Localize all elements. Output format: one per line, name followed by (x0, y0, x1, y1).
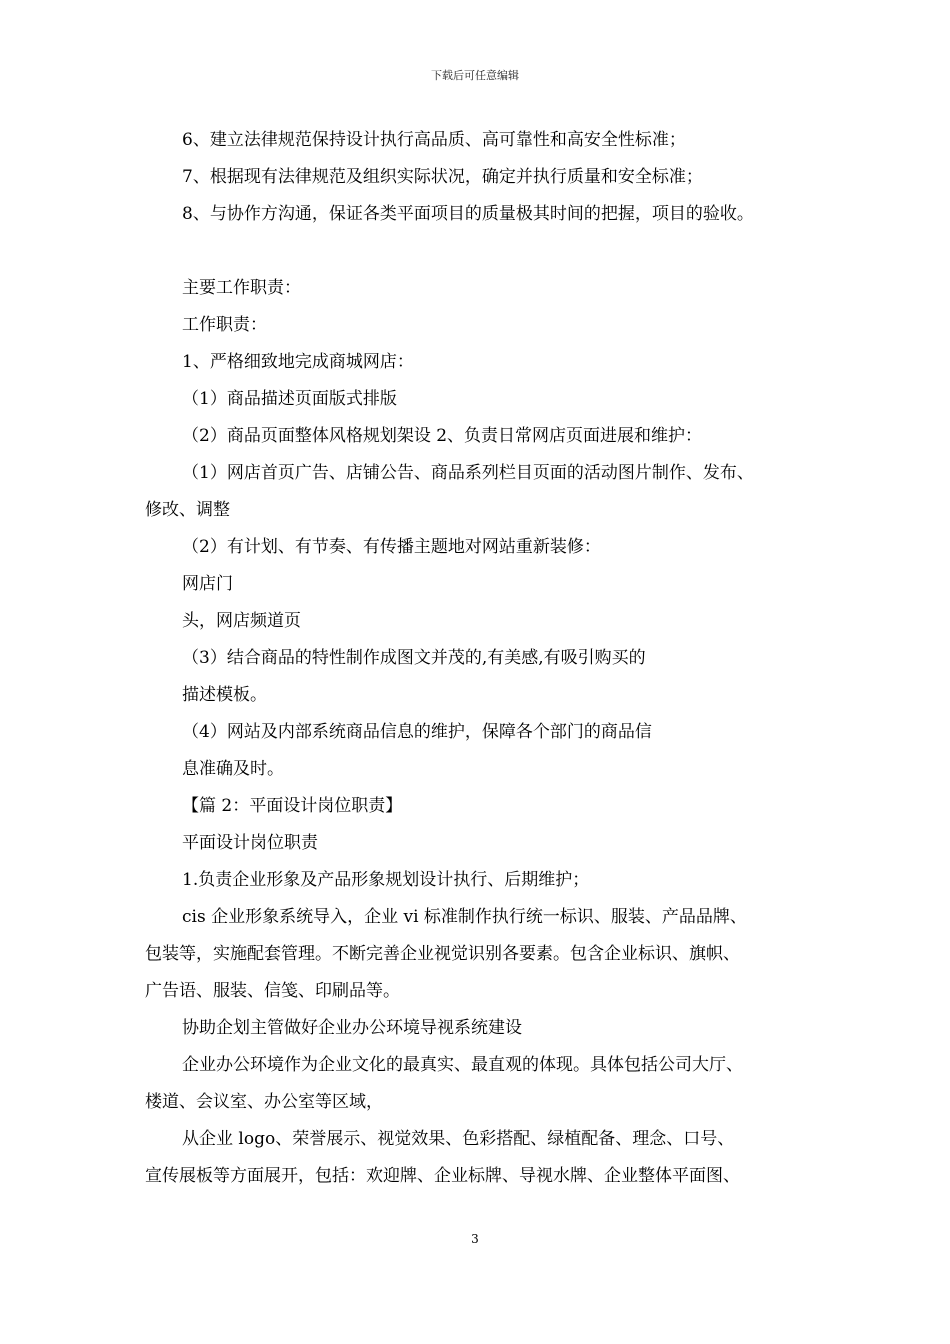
paragraph-line: 7、根据现有法律规范及组织实际状况，确定并执行质量和安全标准； (182, 167, 703, 187)
article-title: 【篇 2：平面设计岗位职责】 (182, 796, 403, 816)
paragraph-line: 描述模板。 (182, 685, 267, 705)
page-header: 下载后可任意编辑 (431, 69, 519, 82)
section-heading: 平面设计岗位职责 (182, 833, 318, 853)
paragraph-line: （4）网站及内部系统商品信息的维护，保障各个部门的商品信 (182, 722, 652, 742)
blank-line (145, 233, 825, 270)
paragraph-line: 包装等，实施配套管理。不断完善企业视觉识别各要素。包含企业标识、旗帜、 (145, 944, 740, 964)
paragraph-line: 6、建立法律规范保持设计执行高品质、高可靠性和高安全性标准； (182, 130, 686, 150)
section-heading: 工作职责： (182, 315, 267, 335)
paragraph-line: （2）商品页面整体风格规划架设 2、负责日常网店页面进展和维护： (182, 426, 703, 446)
paragraph-line: （3）结合商品的特性制作成图文并茂的,有美感,有吸引购买的 (182, 648, 646, 668)
paragraph-line: 网店门 (182, 574, 233, 594)
section-heading: 主要工作职责： (182, 278, 301, 298)
paragraph-line: 8、与协作方沟通，保证各类平面项目的质量极其时间的把握，项目的验收。 (182, 204, 754, 224)
paragraph-line: 修改、调整 (145, 500, 230, 520)
paragraph-line: （2）有计划、有节奏、有传播主题地对网站重新装修： (182, 537, 601, 557)
paragraph-line: （1）网店首页广告、店铺公告、商品系列栏目页面的活动图片制作、发布、 (182, 463, 754, 483)
paragraph-line: 楼道、会议室、办公室等区域， (145, 1092, 383, 1112)
paragraph-line: 协助企划主管做好企业办公环境导视系统建设 (182, 1018, 522, 1038)
document-body (145, 122, 825, 1195)
paragraph-line: （1）商品描述页面版式排版 (182, 389, 397, 409)
paragraph-line: 宣传展板等方面展开，包括：欢迎牌、企业标牌、导视水牌、企业整体平面图、 (145, 1166, 740, 1186)
paragraph-line: 从企业 logo、荣誉展示、视觉效果、色彩搭配、绿植配备、理念、口号、 (182, 1129, 735, 1149)
paragraph-line: 1.负责企业形象及产品形象规划设计执行、后期维护； (182, 870, 590, 890)
page-number: 3 (471, 1232, 479, 1246)
paragraph-line: 息准确及时。 (182, 759, 284, 779)
paragraph-line: 1、严格细致地完成商城网店： (182, 352, 414, 372)
paragraph-line: cis 企业形象系统导入，企业 vi 标准制作执行统一标识、服装、产品品牌、 (182, 907, 747, 927)
paragraph-line: 企业办公环境作为企业文化的最真实、最直观的体现。具体包括公司大厅、 (182, 1055, 743, 1075)
paragraph-line: 头，网店频道页 (182, 611, 301, 631)
paragraph-line: 广告语、服装、信笺、印刷品等。 (145, 981, 400, 1001)
